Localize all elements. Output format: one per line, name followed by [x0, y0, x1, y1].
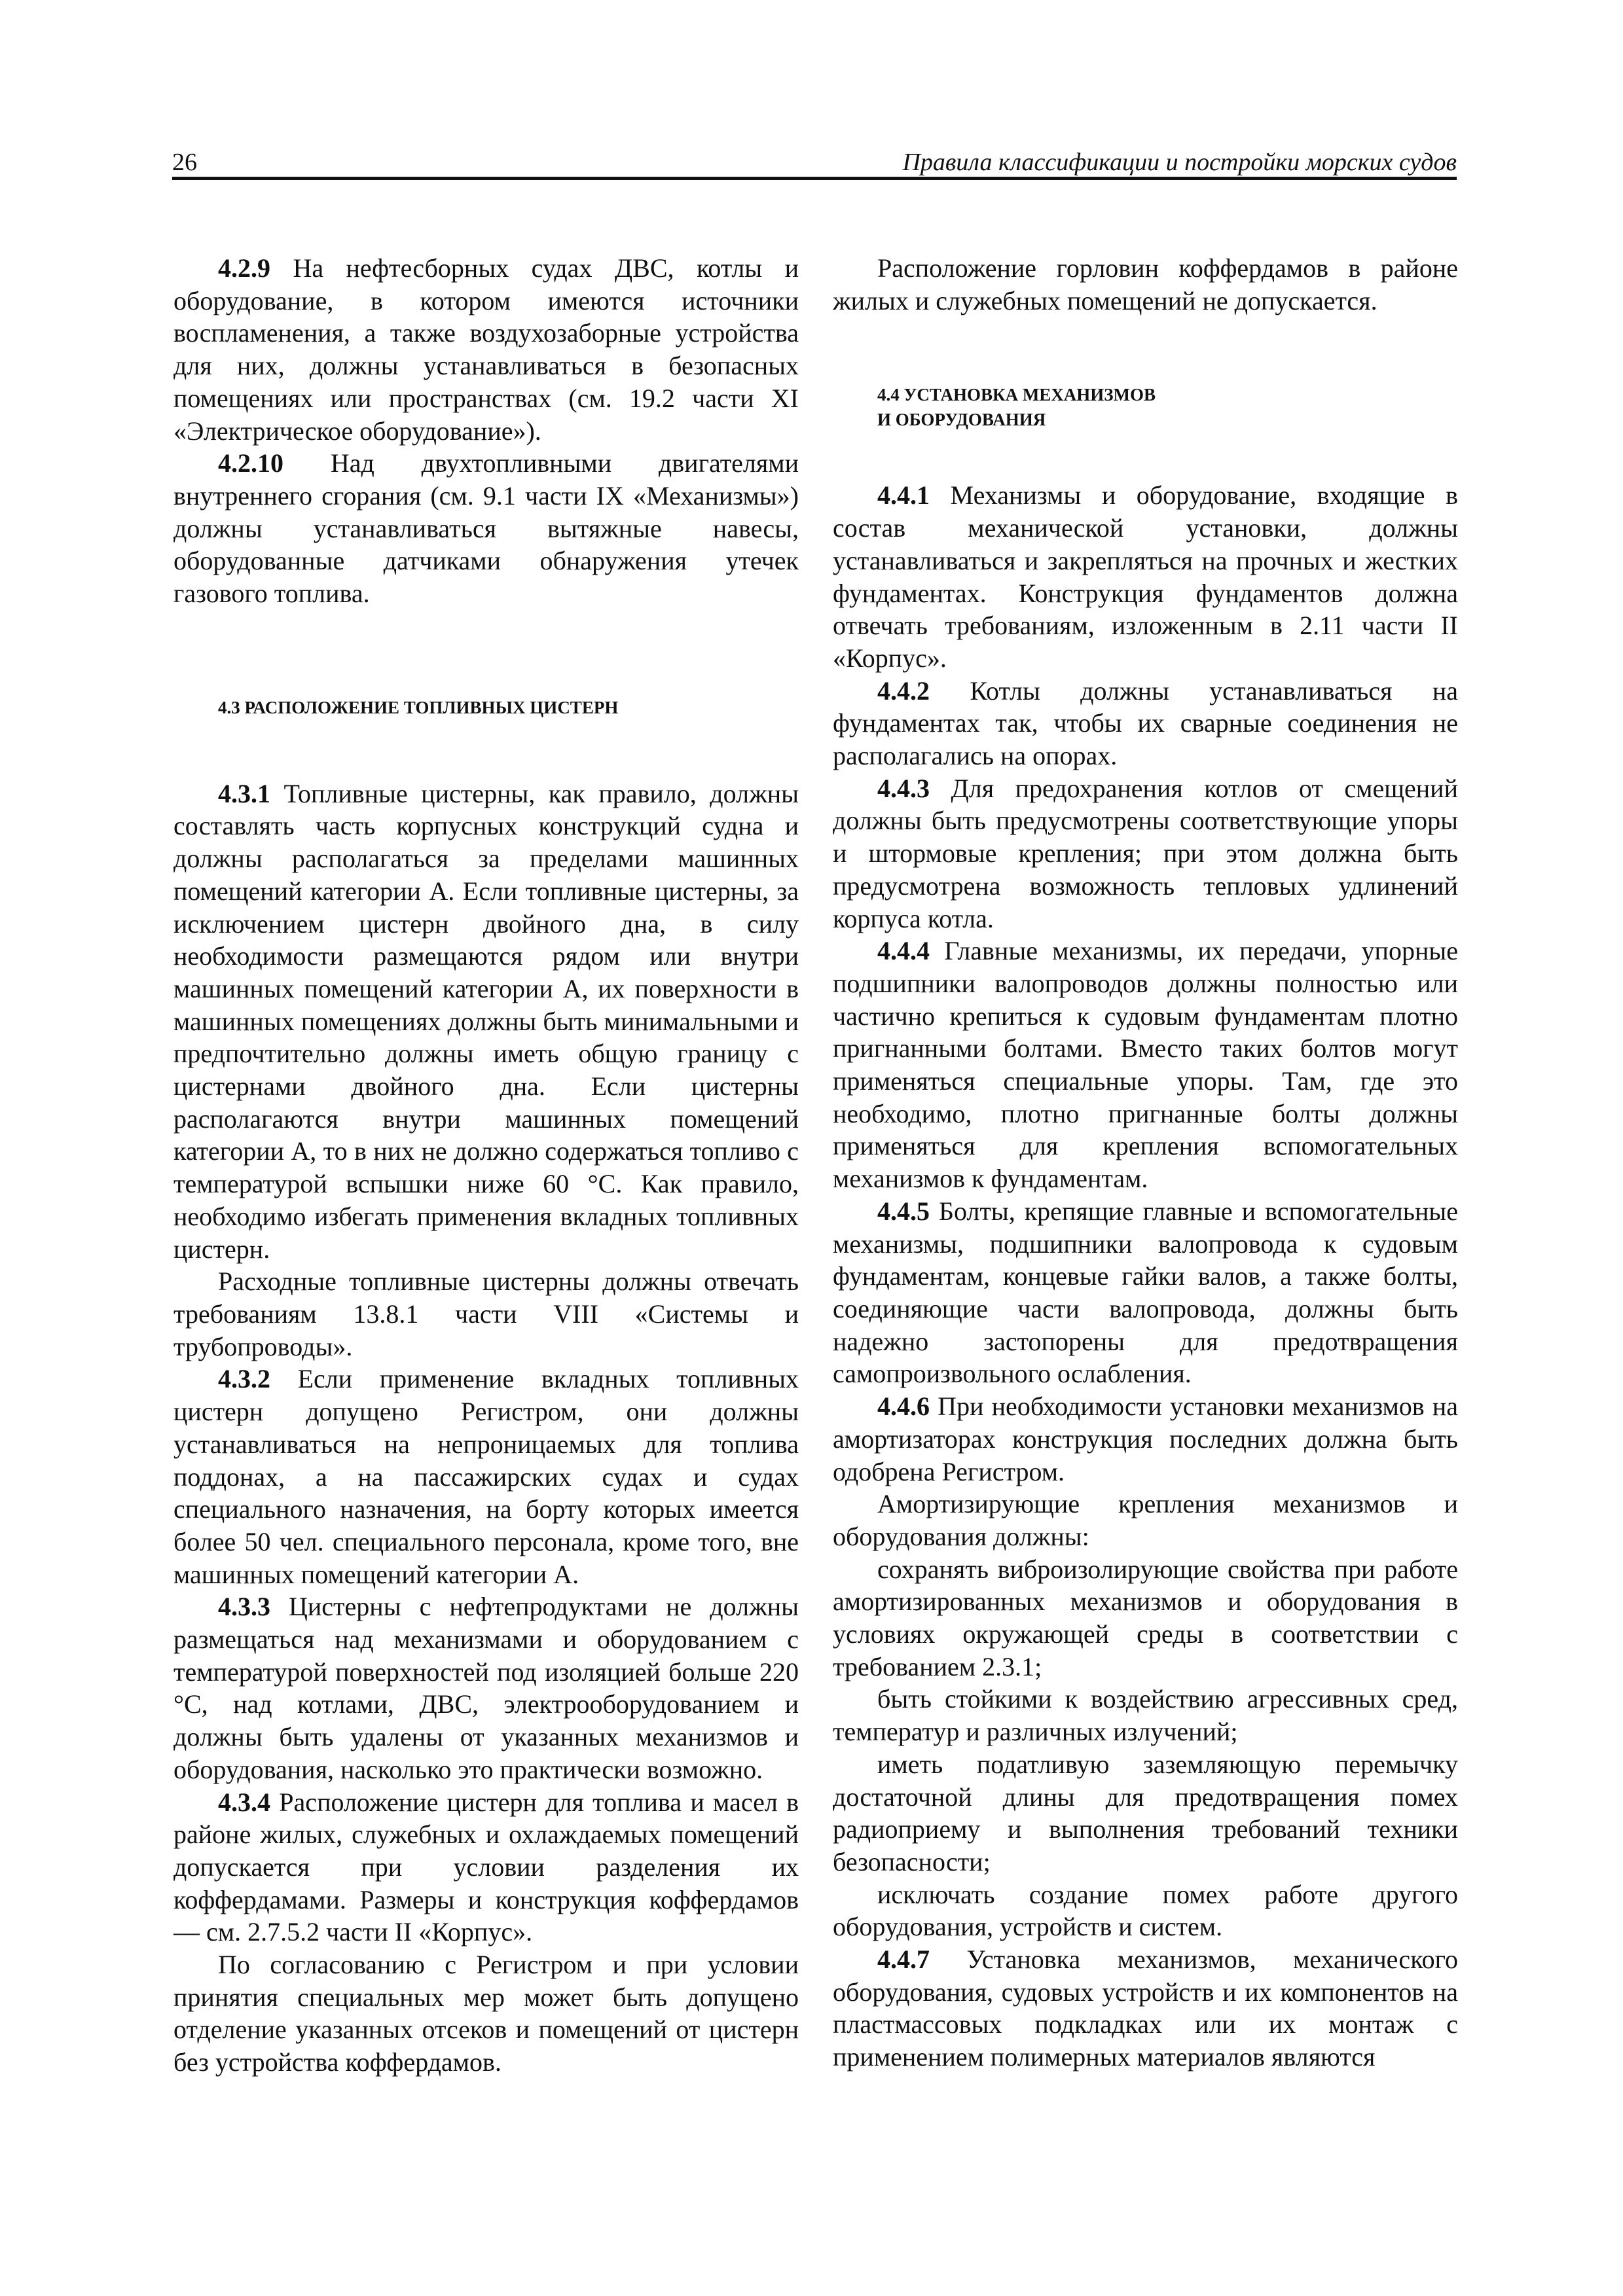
list-item-interference: исключать создание помех работе другого оборудования, устройств и систем. [833, 1879, 1458, 1942]
clause-text: Цистерны с нефтепродуктами не должны размещаться над механизмами и оборудованием с температурой поверхностей под изоляцией больше 220 °С, над котлами, ДВС, электрооборудованием и должны быть удалены от указанных механизмов и оборудования, насколько это практически возможно. [173, 1592, 799, 1784]
paragraph-4-4-7 [833, 1943, 1458, 2073]
section-heading-4-3: 4.3 РАСПОЛОЖЕНИЕ ТОПЛИВНЫХ ЦИСТЕРН [218, 697, 619, 717]
paragraph-4-2-10 [173, 447, 799, 610]
right-column [833, 252, 1458, 2073]
clause-text: Расположение цистерн для топлива и масел в районе жилых, служебных и охлаждаемых помещений допускается при условии разделения их коффердамами. Размеры и конструкция коффердамов — см. 2.7.5.2 части II «Корпус». [173, 1787, 799, 1947]
clause-number: 4.4.7 [877, 1945, 930, 1975]
section-heading-4-4-line1: 4.4 УСТАНОВКА МЕХАНИЗМОВ [877, 385, 1156, 405]
clause-number: 4.4.1 [877, 480, 930, 511]
clause-number: 4.3.4 [218, 1787, 270, 1817]
paragraph-4-3-1 [173, 778, 799, 1266]
header-rule [172, 177, 1457, 180]
paragraph-4-4-5 [833, 1195, 1458, 1390]
paragraph-4-4-6 [833, 1390, 1458, 1488]
clause-text: Для предохранения котлов от смещений должны быть предусмотрены соответствующие упоры и штормовые крепления; при этом должна быть предусмотрена возможность тепловых удлинений корпуса котла. [833, 773, 1458, 933]
clause-number: 4.4.6 [877, 1391, 930, 1422]
paragraph-4-4-3 [833, 772, 1458, 935]
clause-number: 4.3.3 [218, 1592, 270, 1622]
list-item-vibration: сохранять виброизолирующие свойства при работе амортизированных механизмов и оборудования в условиях окружающей среды в соответствии с требованием 2.3.1; [833, 1554, 1458, 1681]
clause-number: 4.4.3 [877, 773, 930, 803]
clause-number: 4.2.9 [218, 253, 270, 283]
clause-number: 4.3.2 [218, 1364, 270, 1394]
clause-text: Установка механизмов, механического оборудования, судовых устройств и их компонентов на пластмассовых подкладках или их монтаж с применением полимерных материалов являются [833, 1945, 1458, 2072]
clause-number: 4.2.10 [218, 448, 283, 478]
paragraph-manholes: Расположение горловин коффердамов в районе жилых и служебных помещений не допускается. [833, 253, 1458, 315]
clause-number: 4.4.2 [877, 675, 930, 706]
paragraph-4-3-2 [173, 1363, 799, 1590]
clause-text: Котлы должны устанавливаться на фундаментах так, чтобы их сварные соединения не располагались на опорах. [833, 675, 1458, 771]
list-item-grounding: иметь податливую заземляющую перемычку достаточной длины для предотвращения помех радиоприему и выполнения требований техники безопасности; [833, 1749, 1458, 1876]
clause-text: Главные механизмы, их передачи, упорные подшипники валопроводов должны полностью или частично крепиться к судовым фундаментам плотно пригнанными болтами. Вместо таких болтов могут применяться специальные упоры. Там, где это необходимо, плотно пригнанные болты должны применяться для крепления вспомогательных механизмов к фундаментам. [833, 936, 1458, 1194]
running-title: Правила классификации и постройки морских судов [902, 149, 1457, 176]
clause-number: 4.4.5 [877, 1196, 930, 1226]
clause-text: При необходимости установки механизмов на амортизаторах конструкция последних должна быть одобрена Регистром. [833, 1391, 1458, 1486]
page-number: 26 [172, 149, 197, 176]
clause-text: Топливные цистерны, как правило, должны составлять часть корпусных конструкций судна и должны располагаться за пределами машинных помещений категории А. Если топливные цистерны, за исключением цистерн двойного дна, в силу необходимости размещаются рядом или внутри машинных помещений категории А, их поверхности в машинных помещениях должны быть минимальными и предпочтительно должны иметь общую границу с цистернами двойного дна. Если цистерны располагаются внутри машинных помещений категории А, то в них не должно содержаться топливо с температурой вспышки ниже 60 °С. Как правило, необходимо избегать применения вкладных топливных цистерн. [173, 778, 799, 1264]
paragraph-4-3-3 [173, 1590, 799, 1785]
paragraph-4-3-4 [173, 1786, 799, 1949]
clause-text: Механизмы и оборудование, входящие в состав механической установки, должны устанавливаться и закрепляться на прочных и жестких фундаментах. Конструкция фундаментов должна отвечать требованиям, изложенным в 2.11 части II «Корпус». [833, 480, 1458, 673]
clause-text: На нефтесборных судах ДВС, котлы и оборудование, в котором имеются источники воспламенения, а также воздухозаборные устройства для них, должны устанавливаться в безопасных помещениях или пространствах (см. 19.2 части XI «Электрическое оборудование»). [173, 253, 799, 446]
section-heading-4-4-line2: И ОБОРУДОВАНИЯ [877, 410, 1046, 430]
paragraph-consumable-tanks: Расходные топливные цистерны должны отвечать требованиям 13.8.1 части VIII «Системы и трубопроводы». [173, 1266, 799, 1361]
paragraph-4-4-1 [833, 479, 1458, 674]
paragraph-4-2-9 [173, 252, 799, 447]
clause-number: 4.4.4 [877, 936, 930, 966]
paragraph-agreement: По согласованию с Регистром и при условии принятия специальных мер может быть допущено отделение указанных отсеков и помещений от цистерн без устройства коффердамов. [173, 1950, 799, 2077]
paragraph-4-4-2 [833, 675, 1458, 772]
clause-text: Если применение вкладных топливных цистерн допущено Регистром, они должны устанавливаться на непроницаемых для топлива поддонах, а на пассажирских судах и судах специального назначения, на борту которых имеется более 50 чел. специального персонала, кроме того, вне машинных помещений категории А. [173, 1364, 799, 1589]
clause-number: 4.3.1 [218, 778, 270, 808]
left-column [173, 252, 799, 2079]
clause-text: Над двухтопливными двигателями внутреннего сгорания (см. 9.1 части IX «Механизмы») должны устанавливаться вытяжные навесы, оборудованные датчиками обнаружения утечек газового топлива. [173, 448, 799, 609]
paragraph-shock-mounts-intro: Амортизирующие крепления механизмов и оборудования должны: [833, 1489, 1458, 1551]
list-item-resistance: быть стойкими к воздействию агрессивных сред, температур и различных излучений; [833, 1684, 1458, 1747]
page-header [172, 143, 1457, 179]
clause-text: Болты, крепящие главные и вспомогательные механизмы, подшипники валопровода к судовым фундаментам, концевые гайки валов, а также болты, соединяющие части валопровода, должны быть надежно застопорены для предотвращения самопроизвольного ослабления. [833, 1196, 1458, 1389]
paragraph-4-4-4 [833, 935, 1458, 1195]
